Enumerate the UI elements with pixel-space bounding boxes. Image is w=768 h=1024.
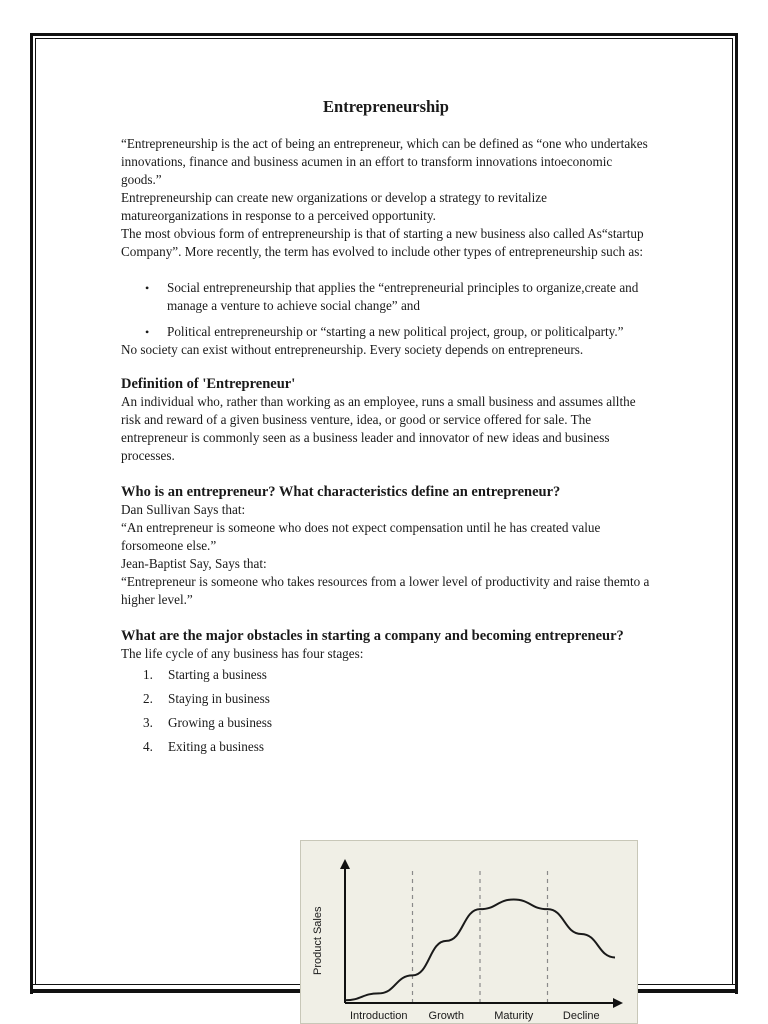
paragraph-startup: The most obvious form of entrepreneurship is that of starting a new business also called As“startup Company”. More recently, the term has evolved to include other types of entrepreneurship such as: [121,226,644,259]
x-tick-label: Introduction [350,1010,408,1022]
definition-text: An individual who, rather than working as an employee, runs a small business and assumes allthe risk and reward of a given business venture, idea, or good or service offered for sale. The entrepreneur is commonly seen as a business leader and innovator of new ideas and business processes. [121,394,636,463]
x-axis-arrow-icon [613,998,623,1008]
list-item [121,279,651,315]
bullet-icon: • [145,281,150,295]
x-tick-label: Growth [428,1010,464,1022]
sullivan-quote: “An entrepreneur is someone who does not expect compensation until he has created value forsomeone else.” [121,520,601,553]
obstacles-heading: What are the major obstacles in starting a company and becoming entrepreneur? [121,628,624,644]
lifecycle-intro: The life cycle of any business has four stages: [121,646,364,661]
lifecycle-stages-list [121,663,651,759]
sullivan-intro: Dan Sullivan Says that: [121,502,246,517]
list-item [121,323,651,341]
list-item: 3. Growing a business [143,715,273,730]
paragraph-organizations: Entrepreneurship can create new organizations or develop a strategy to revitalize matureorganizations in response to a perceived opportunity. [121,190,547,223]
who-heading: Who is an entrepreneur? What characteristics define an entrepreneur? [121,484,561,500]
list-item: 1. Starting a business [143,667,267,682]
x-tick-label: Maturity [494,1010,534,1022]
product-lifecycle-chart [300,840,638,1024]
say-intro: Jean-Baptist Say, Says that: [121,556,267,571]
definition-heading: Definition of 'Entrepreneur' [121,376,296,392]
y-axis-label: Product Sales [312,906,324,975]
say-quote: “Entrepreneur is someone who takes resources from a lower level of productivity and raise themto a higher level.” [121,574,650,607]
paragraph-society: No society can exist without entrepreneurship. Every society depends on entrepreneurs. [121,342,584,357]
list-item-text: Social entrepreneurship that applies the “entrepreneurial principles to organize,create and manage a venture to achieve social change” and [167,280,639,313]
intro-paragraph: “Entrepreneurship is the act of being an entrepreneur, which can be defined as “one who undertakes innovations, finance and business acumen in an effort to transform innovations intoeconomic goods.” [121,136,648,187]
list-item: 2. Staying in business [143,691,270,706]
document-title: Entrepreneurship [323,97,449,116]
bullet-icon: • [145,325,150,339]
entrepreneurship-types-list [121,279,651,341]
x-tick-label: Decline [562,1010,600,1022]
list-item: 4. Exiting a business [143,739,264,754]
document-body [121,97,651,759]
y-axis-arrow-icon [340,859,350,869]
list-item-text: Political entrepreneurship or “starting a new political project, group, or politicalparty.” [167,324,624,339]
lifecycle-chart-svg [301,841,638,1024]
